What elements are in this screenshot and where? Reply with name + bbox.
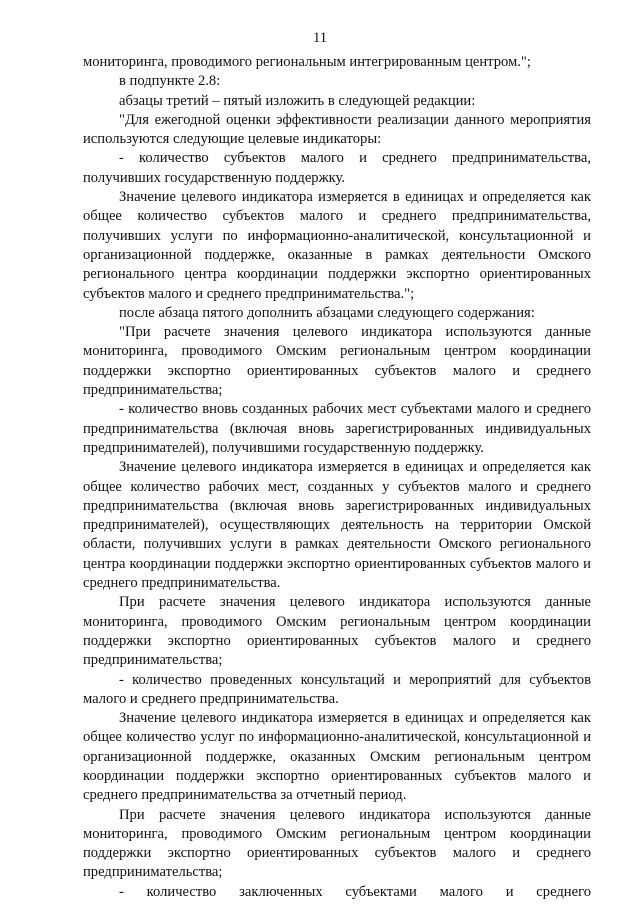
paragraph: - количество заключенных субъектами малого и среднего	[119, 883, 591, 900]
paragraph: Значение целевого индикатора измеряется в единицах и определяется как общее количество рабочих мест, созданных у субъектов малого и среднего предпринимательства (включая вновь зарегистрированных индивидуальных предпринимателей), осуществляющих деятельность на территории Омской области, получивших услуги в рамках деятельности Омского регионального центра координации поддержки экспортно ориентированных субъектов малого и среднего предпринимательства.	[83, 459, 591, 592]
paragraph: - количество проведенных консультаций и мероприятий для субъектов малого и среднего предпринимательства.	[83, 671, 591, 707]
paragraph: после абзаца пятого дополнить абзацами следующего содержания:	[119, 304, 535, 321]
page-number: 11	[312, 30, 328, 46]
paragraph: Значение целевого индикатора измеряется в единицах и определяется как общее количество субъектов малого и среднего предпринимательства, получивших услуги по информационно-аналитической, консультационной и организационной поддержке, оказанные в рамках деятельности Омского регионального центра координации поддержки экспортно ориентированных субъектов малого и среднего предпринимательства.";	[83, 189, 591, 302]
paragraph: "Для ежегодной оценки эффективности реализации данного мероприятия используются следующие целевые индикаторы:	[83, 111, 591, 148]
paragraph: - количество субъектов малого и среднего предпринимательства, получивших государственную поддержку.	[83, 150, 591, 186]
paragraph: "При расчете значения целевого индикатора используются данные мониторинга, проводимого Омским региональным центром координации поддержки экспортно ориентированных субъектов малого и среднего предпринимательства;	[83, 324, 591, 399]
paragraph: При расчете значения целевого индикатора используются данные мониторинга, проводимого Омским региональным центром координации поддержки экспортно ориентированных субъектов малого и среднего предпринимательства;	[83, 594, 591, 669]
paragraph: мониторинга, проводимого региональным интегрированным центром.";	[83, 54, 531, 70]
paragraph: в подпункте 2.8:	[119, 73, 221, 90]
document-body	[83, 53, 591, 902]
paragraph: При расчете значения целевого индикатора используются данные мониторинга, проводимого Омским региональным центром координации поддержки экспортно ориентированных субъектов малого и среднего предпринимательства;	[83, 806, 591, 881]
paragraph: абзацы третий – пятый изложить в следующей редакции:	[119, 92, 476, 109]
paragraph: Значение целевого индикатора измеряется в единицах и определяется как общее количество услуг по информационно-аналитической, консультационной и организационной поддержке, оказанных Омским региональным центром координации поддержки экспортно ориентированных субъектов малого и среднего предпринимательства за отчетный период.	[83, 710, 591, 804]
paragraph: - количество вновь созданных рабочих мест субъектами малого и среднего предпринимательства (включая вновь зарегистрированных индивидуальных предпринимателей), получившими государственную поддержку.	[83, 401, 591, 456]
